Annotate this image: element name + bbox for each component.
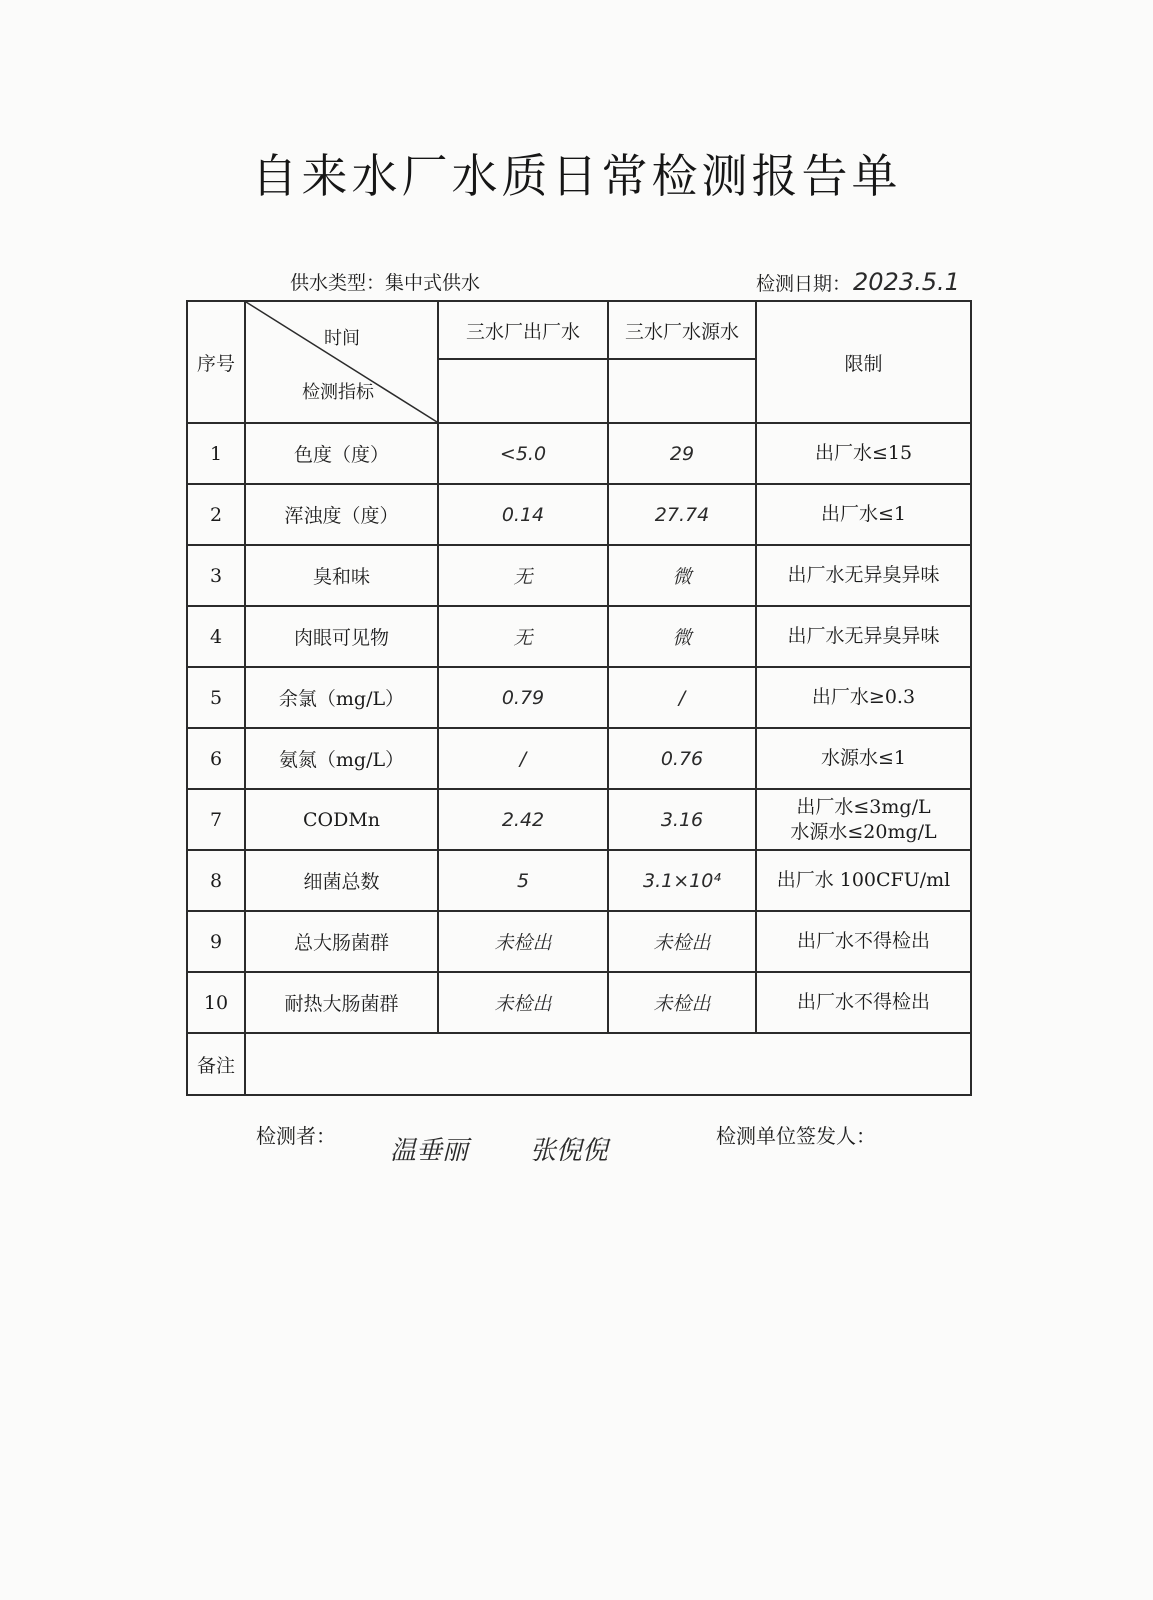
- row-indicator: 氨氮（mg/L）: [245, 728, 438, 789]
- diagonal-line-icon: [246, 302, 437, 422]
- row-no: 2: [187, 484, 245, 545]
- row-no: 7: [187, 789, 245, 850]
- remark-label: 备注: [187, 1033, 245, 1095]
- row-indicator: 耐热大肠菌群: [245, 972, 438, 1033]
- row-no: 4: [187, 606, 245, 667]
- row-source-value: 未检出: [608, 911, 756, 972]
- row-limit: 出厂水不得检出: [756, 972, 971, 1033]
- table-row: [187, 850, 971, 911]
- row-indicator: CODMn: [245, 789, 438, 850]
- row-source-value: 3.16: [608, 789, 756, 850]
- table-row: [187, 667, 971, 728]
- row-source-value: 3.1×10⁴: [608, 850, 756, 911]
- row-limit: 出厂水≤15: [756, 423, 971, 484]
- row-no: 6: [187, 728, 245, 789]
- row-limit: [756, 789, 971, 850]
- row-source-value: 微: [608, 545, 756, 606]
- row-source-value: 0.76: [608, 728, 756, 789]
- row-plant-out-value: 5: [438, 850, 608, 911]
- table-row: [187, 484, 971, 545]
- supply-type-label: 供水类型：: [290, 272, 386, 294]
- table-row: [187, 728, 971, 789]
- row-no: 3: [187, 545, 245, 606]
- row-no: 5: [187, 667, 245, 728]
- row-limit: 出厂水≤1: [756, 484, 971, 545]
- table-row: [187, 545, 971, 606]
- row-source-value: 27.74: [608, 484, 756, 545]
- row-no: 9: [187, 911, 245, 972]
- row-indicator: 臭和味: [245, 545, 438, 606]
- row-plant-out-value: 无: [438, 606, 608, 667]
- tester-label: 检测者：: [256, 1124, 336, 1148]
- row-indicator: 浑浊度（度）: [245, 484, 438, 545]
- row-indicator: 细菌总数: [245, 850, 438, 911]
- remark-value: [245, 1033, 971, 1095]
- table-row: [187, 972, 971, 1033]
- test-date: [756, 268, 960, 296]
- row-indicator: 肉眼可见物: [245, 606, 438, 667]
- table-row: [187, 911, 971, 972]
- tester-signature-1: 温垂丽: [390, 1136, 469, 1166]
- table-header-row: [187, 301, 971, 359]
- header-indicator: 检测指标: [302, 382, 374, 403]
- row-no: 8: [187, 850, 245, 911]
- table-row: [187, 423, 971, 484]
- row-source-value: 29: [608, 423, 756, 484]
- header-source-blank: [608, 359, 756, 423]
- row-plant-out-value: 未检出: [438, 911, 608, 972]
- table-row: [187, 789, 971, 850]
- test-date-value: 2023.5.1: [853, 268, 960, 296]
- supply-type-value: 集中式供水: [385, 272, 481, 294]
- row-limit: 水源水≤1: [756, 728, 971, 789]
- row-source-value: 未检出: [608, 972, 756, 1033]
- row-plant-out-value: 2.42: [438, 789, 608, 850]
- row-limit: 出厂水不得检出: [756, 911, 971, 972]
- supply-type: [290, 268, 480, 295]
- header-limit: 限制: [756, 301, 971, 423]
- remark-row: [187, 1033, 971, 1095]
- row-limit: 出厂水 100CFU/ml: [756, 850, 971, 911]
- header-plant-out: 三水厂出厂水: [438, 301, 608, 359]
- row-plant-out-value: <5.0: [438, 423, 608, 484]
- table-row: [187, 606, 971, 667]
- row-limit: 出厂水≥0.3: [756, 667, 971, 728]
- row-limit: 出厂水无异臭异味: [756, 545, 971, 606]
- row-source-value: 微: [608, 606, 756, 667]
- row-plant-out-value: 无: [438, 545, 608, 606]
- page-title: 自来水厂水质日常检测报告单: [251, 149, 902, 203]
- header-seq: 序号: [187, 301, 245, 423]
- row-indicator: 余氯（mg/L）: [245, 667, 438, 728]
- row-source-value: /: [608, 667, 756, 728]
- row-no: 10: [187, 972, 245, 1033]
- row-limit-line-2: 水源水≤20mg/L: [790, 820, 937, 843]
- header-diagonal-cell: [245, 301, 438, 423]
- row-plant-out-value: /: [438, 728, 608, 789]
- row-plant-out-value: 未检出: [438, 972, 608, 1033]
- row-indicator: 色度（度）: [245, 423, 438, 484]
- tester-signature-2: 张倪倪: [530, 1136, 609, 1166]
- row-plant-out-value: 0.79: [438, 667, 608, 728]
- row-no: 1: [187, 423, 245, 484]
- row-plant-out-value: 0.14: [438, 484, 608, 545]
- header-source: 三水厂水源水: [608, 301, 756, 359]
- row-limit: 出厂水无异臭异味: [756, 606, 971, 667]
- row-limit-line-1: 出厂水≤3mg/L: [796, 795, 931, 818]
- issuer-label: 检测单位签发人：: [716, 1124, 876, 1148]
- row-indicator: 总大肠菌群: [245, 911, 438, 972]
- header-time: 时间: [324, 328, 360, 349]
- report-table: [186, 300, 972, 1096]
- test-date-label: 检测日期：: [756, 273, 852, 295]
- header-plant-out-blank: [438, 359, 608, 423]
